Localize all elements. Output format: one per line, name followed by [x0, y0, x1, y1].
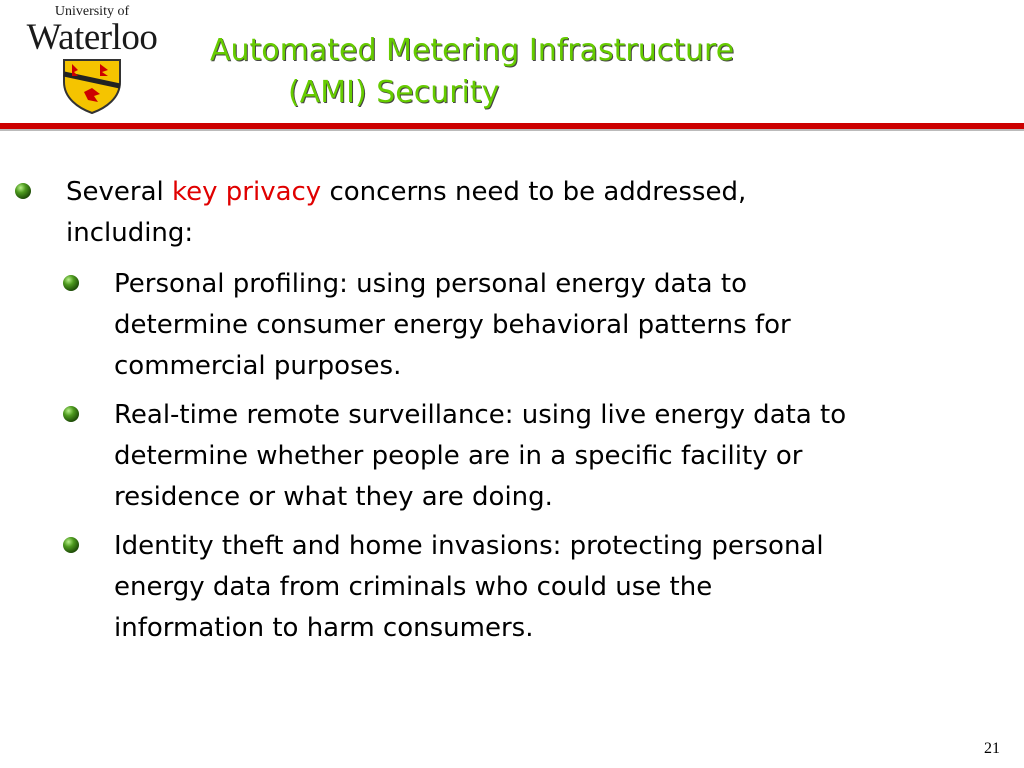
sub-bullet-3-line-2: energy data from criminals who could use the	[114, 572, 713, 602]
key-privacy-highlight: key privacy	[172, 177, 322, 207]
sub-bullet-3-line-3: information to harm consumers.	[114, 613, 534, 643]
waterloo-crest-icon	[62, 58, 122, 114]
sub-bullet-2-line-1: Real-time remote surveillance: using live energy data to	[114, 400, 847, 430]
green-sphere-icon	[62, 405, 80, 423]
main-bullet-line-2: including:	[66, 218, 194, 248]
green-sphere-icon	[62, 274, 80, 292]
logo-top-text: University of	[54, 4, 130, 19]
page-number: 21	[984, 740, 1000, 757]
green-sphere-icon	[62, 536, 80, 554]
sub-bullet-1-line-3: commercial purposes.	[114, 351, 402, 381]
title-line-1: Automated Metering Infrastructure	[210, 33, 735, 68]
main-bullet-line-1	[66, 172, 746, 213]
title-line-2: (AMI) Security	[288, 75, 500, 110]
sub-bullet-1-line-1: Personal profiling: using personal energy data to	[114, 269, 747, 299]
logo-main-text: Waterloo	[26, 17, 158, 58]
sub-bullet-1-line-2: determine consumer energy behavioral patterns for	[114, 310, 791, 340]
main-bullet-prefix: Several	[66, 177, 172, 207]
title-divider-grey	[0, 129, 1024, 131]
sub-bullet-3-line-1: Identity theft and home invasions: protecting personal	[114, 531, 824, 561]
sub-bullet-2-line-2: determine whether people are in a specific facility or	[114, 441, 803, 471]
sub-bullet-2-line-3: residence or what they are doing.	[114, 482, 553, 512]
green-sphere-icon	[14, 182, 32, 200]
main-bullet-suffix: concerns need to be addressed,	[321, 177, 747, 207]
university-logo	[12, 4, 172, 116]
